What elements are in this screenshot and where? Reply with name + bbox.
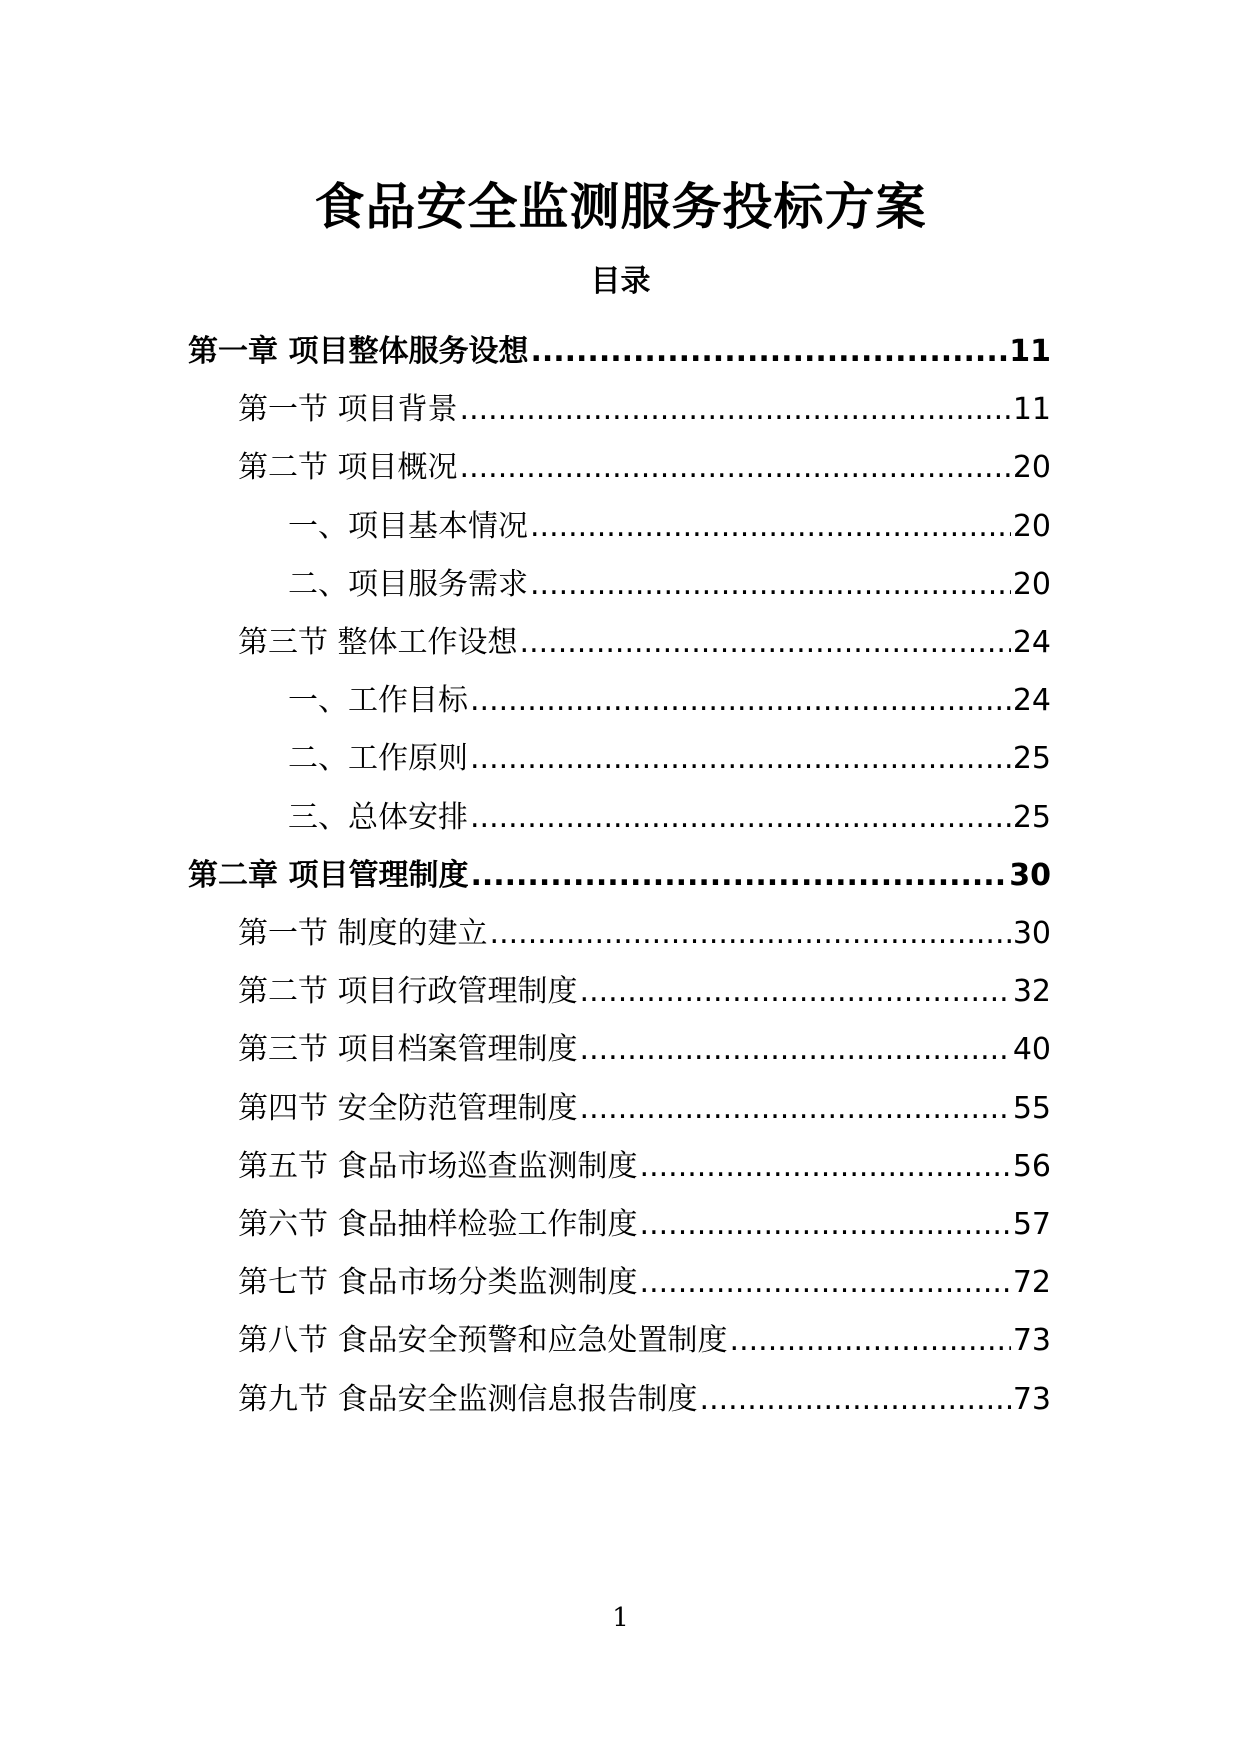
toc-dot-leader: [470, 734, 1011, 784]
toc-entry[interactable]: [238, 1025, 1051, 1075]
toc-entry-label: 第二章 项目管理制度: [188, 857, 469, 893]
toc-entry[interactable]: [288, 560, 1051, 610]
toc-entry-page: 30: [1009, 857, 1051, 893]
toc-entry[interactable]: [238, 385, 1051, 435]
toc-dot-leader: [580, 967, 1011, 1017]
toc-dot-leader: [640, 1142, 1011, 1192]
toc-entry-label: 第三节 项目档案管理制度: [238, 1032, 578, 1068]
toc-dot-leader: [520, 618, 1011, 668]
toc-entry-label: 第六节 食品抽样检验工作制度: [238, 1207, 638, 1242]
toc-entry[interactable]: [288, 502, 1051, 552]
toc-entry[interactable]: [288, 734, 1051, 784]
toc-entry-label: 第三节 整体工作设想: [238, 625, 518, 660]
toc-entry[interactable]: [288, 676, 1051, 726]
toc-entry-label: 第一节 制度的建立: [238, 916, 488, 951]
toc-entry-label: 第二节 项目行政管理制度: [238, 974, 578, 1010]
toc-entry[interactable]: [238, 1316, 1051, 1366]
toc-entry-page: 25: [1012, 741, 1051, 777]
toc-entry[interactable]: [238, 443, 1051, 493]
toc-dot-leader: [530, 560, 1011, 610]
toc-entry-page: 11: [1012, 392, 1051, 428]
toc-dot-leader: [730, 1316, 1011, 1366]
toc-entry[interactable]: [238, 1084, 1051, 1134]
toc-entry-page: 73: [1012, 1381, 1051, 1417]
toc-dot-leader: [470, 676, 1011, 726]
toc-dot-leader: [470, 851, 1007, 901]
toc-entry-page: 24: [1012, 683, 1051, 719]
toc-entry[interactable]: [188, 851, 1051, 901]
toc-entry-page: 57: [1012, 1207, 1051, 1242]
toc-entry-label: 第二节 项目概况: [238, 450, 458, 486]
toc-entry-label: 第七节 食品市场分类监测制度: [238, 1265, 638, 1301]
toc-dot-leader: [490, 909, 1011, 959]
toc-entry-page: 20: [1012, 566, 1051, 602]
page-number: 1: [612, 1603, 629, 1633]
toc-dot-leader: [460, 385, 1011, 435]
toc-entry-page: 40: [1012, 1032, 1051, 1068]
toc-entry-page: 55: [1012, 1090, 1051, 1126]
toc-entry[interactable]: [238, 967, 1051, 1017]
toc-entry-label: 第一节 项目背景: [238, 392, 458, 428]
toc-entry-label: 第四节 安全防范管理制度: [238, 1090, 578, 1126]
toc-entry-page: 20: [1012, 508, 1051, 544]
toc-entry-label: 第一章 项目整体服务设想: [188, 334, 529, 369]
toc-entry[interactable]: [238, 909, 1051, 959]
toc-dot-leader: [530, 327, 1007, 377]
toc-entry[interactable]: [188, 327, 1051, 377]
toc-entry-label: 一、工作目标: [288, 683, 468, 719]
toc-dot-leader: [530, 502, 1011, 552]
toc-heading: 目录: [590, 264, 651, 299]
toc-entry[interactable]: [238, 618, 1051, 668]
document-title: 食品安全监测服务投标方案: [314, 178, 927, 236]
toc-dot-leader: [640, 1200, 1011, 1250]
toc-entry-label: 一、项目基本情况: [288, 508, 528, 544]
toc-entry-label: 二、工作原则: [288, 741, 468, 777]
toc-entry[interactable]: [288, 793, 1051, 843]
toc-entry-page: 11: [1009, 334, 1051, 369]
toc-entry-page: 72: [1012, 1265, 1051, 1301]
toc-entry-label: 二、项目服务需求: [288, 566, 528, 602]
toc-entry-label: 第九节 食品安全监测信息报告制度: [238, 1381, 698, 1417]
toc-entry[interactable]: [238, 1142, 1051, 1192]
toc-entry-page: 73: [1012, 1323, 1051, 1359]
toc-entry-page: 24: [1012, 625, 1051, 660]
toc-dot-leader: [640, 1258, 1011, 1308]
toc-entry[interactable]: [238, 1375, 1051, 1425]
toc-dot-leader: [580, 1084, 1011, 1134]
toc-dot-leader: [460, 443, 1011, 493]
toc-entry-page: 32: [1012, 974, 1051, 1010]
toc-entry[interactable]: [238, 1200, 1051, 1250]
toc-entry-page: 30: [1012, 916, 1051, 951]
toc-entry[interactable]: [238, 1258, 1051, 1308]
toc-dot-leader: [700, 1375, 1011, 1425]
toc-entry-label: 第五节 食品市场巡查监测制度: [238, 1148, 638, 1184]
toc-dot-leader: [470, 793, 1011, 843]
toc-entry-label: 第八节 食品安全预警和应急处置制度: [238, 1323, 728, 1359]
toc-entry-page: 25: [1012, 799, 1051, 835]
toc-entry-page: 56: [1012, 1148, 1051, 1184]
toc-entry-page: 20: [1012, 450, 1051, 486]
toc-dot-leader: [580, 1025, 1011, 1075]
toc-entry-label: 三、总体安排: [288, 799, 468, 835]
